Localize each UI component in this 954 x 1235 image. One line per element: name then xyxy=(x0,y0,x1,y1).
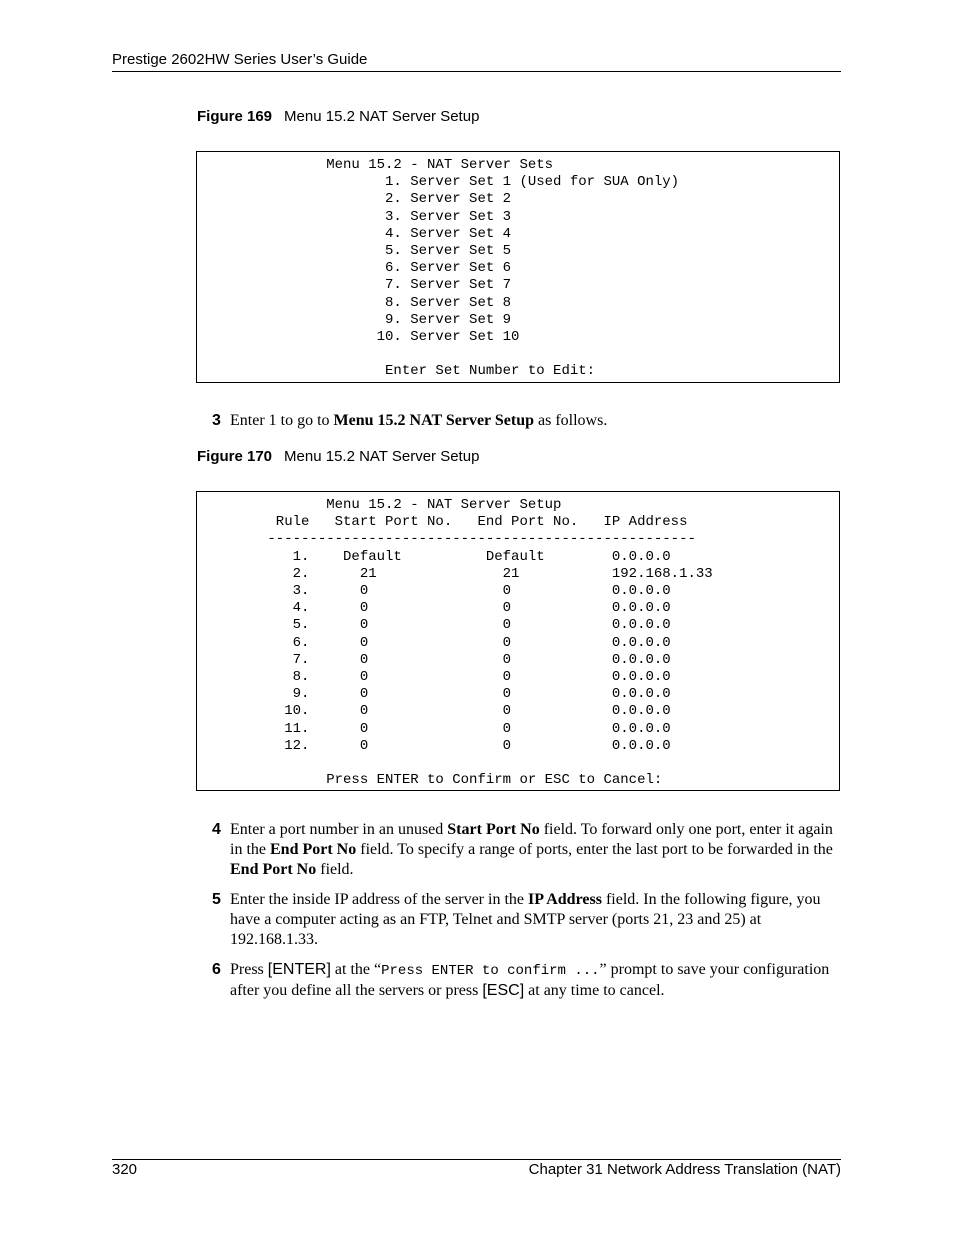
figure-169-screen xyxy=(196,151,840,383)
screen-line: 8. Server Set 8 xyxy=(217,294,512,311)
field-name: Start Port No xyxy=(447,821,540,838)
screen-line: 2. 21 21 192.168.1.33 xyxy=(217,565,713,582)
step-text: field. To forward only one port, enter it again in the xyxy=(230,821,833,858)
screen-line: 6. Server Set 6 xyxy=(217,260,512,277)
step-text: at any time to cancel. xyxy=(524,982,665,999)
step-text: Enter 1 to go to xyxy=(230,412,334,429)
step-5 xyxy=(212,890,842,950)
step-text: field. To specify a range of ports, enter the last port to be forwarded in the xyxy=(356,841,833,858)
screen-line: 12. 0 0 0.0.0.0 xyxy=(217,737,671,754)
step-5-text xyxy=(230,890,842,950)
screen-line: 10. Server Set 10 xyxy=(217,329,520,346)
screen-line: Menu 15.2 - NAT Server Setup xyxy=(217,497,562,513)
step-3 xyxy=(212,411,842,431)
figure-170-title: Menu 15.2 NAT Server Setup xyxy=(284,448,480,465)
step-number: 3 xyxy=(212,412,221,429)
screen-line: 4. 0 0 0.0.0.0 xyxy=(217,600,671,617)
screen-line: 7. Server Set 7 xyxy=(217,277,512,294)
screen-line: 10. 0 0 0.0.0.0 xyxy=(217,703,671,720)
step-6-text xyxy=(230,960,842,1001)
menu-reference: Menu 15.2 NAT Server Setup xyxy=(333,412,534,429)
screen-line: Menu 15.2 - NAT Server Sets xyxy=(217,157,554,173)
step-number: 4 xyxy=(212,821,221,838)
screen-line: 5. Server Set 5 xyxy=(217,243,512,260)
screen-line: 9. 0 0 0.0.0.0 xyxy=(217,686,671,703)
step-text: field. In the following figure, you have a computer acting as an FTP, Telnet and SMTP server (ports 21, 23 and 25) at 192.168.1.33. xyxy=(230,891,821,948)
step-4 xyxy=(212,820,842,880)
page-number: 320 xyxy=(112,1161,138,1178)
step-number: 6 xyxy=(212,961,221,978)
screen-line: 5. 0 0 0.0.0.0 xyxy=(217,617,671,634)
header-rule xyxy=(112,71,841,72)
step-6 xyxy=(212,960,842,1001)
prompt-code: Press ENTER to confirm ... xyxy=(381,963,600,979)
step-4-text xyxy=(230,820,842,880)
step-3-text xyxy=(230,411,842,431)
figure-170-number: Figure 170 xyxy=(197,448,273,465)
figure-169-caption xyxy=(197,108,479,125)
figure-170-screen xyxy=(196,491,840,791)
step-number: 5 xyxy=(212,891,221,908)
screen-line: 3. Server Set 3 xyxy=(217,208,512,225)
screen-line: --------------------------------------------------- xyxy=(217,531,696,548)
screen-line: Rule Start Port No. End Port No. IP Address xyxy=(217,514,688,531)
screen-line: 4. Server Set 4 xyxy=(217,225,512,242)
footer-rule xyxy=(112,1159,841,1160)
step-text: as follows. xyxy=(534,412,608,429)
screen-line: Press ENTER to Confirm or ESC to Cancel: xyxy=(217,772,663,789)
field-name: End Port No xyxy=(230,861,317,878)
chapter-title: Chapter 31 Network Address Translation (NAT) xyxy=(528,1161,841,1178)
key-name: [ESC] xyxy=(482,982,525,999)
field-name: IP Address xyxy=(527,891,602,908)
step-text: Enter the inside IP address of the server in the xyxy=(230,891,528,908)
figure-169-title: Menu 15.2 NAT Server Setup xyxy=(284,108,480,125)
step-text: ” prompt to save your configuration after you define all the servers or press xyxy=(230,961,830,999)
figure-170-caption xyxy=(197,448,479,465)
screen-line: 1. Server Set 1 (Used for SUA Only) xyxy=(217,174,680,191)
screen-line: 1. Default Default 0.0.0.0 xyxy=(217,548,671,565)
figure-169-number: Figure 169 xyxy=(197,108,273,125)
step-text: field. xyxy=(316,861,354,878)
screen-line: 3. 0 0 0.0.0.0 xyxy=(217,583,671,600)
screen-line: 6. 0 0 0.0.0.0 xyxy=(217,634,671,651)
screen-line: 8. 0 0 0.0.0.0 xyxy=(217,669,671,686)
step-text: Press xyxy=(230,961,268,978)
screen-line: 7. 0 0 0.0.0.0 xyxy=(217,651,671,668)
field-name: End Port No xyxy=(270,841,357,858)
screen-line: 11. 0 0 0.0.0.0 xyxy=(217,720,671,737)
key-name: [ENTER] xyxy=(267,961,331,978)
running-header-title: Prestige 2602HW Series User’s Guide xyxy=(112,51,368,68)
figure-169-screen-text xyxy=(217,157,679,381)
step-text: at the “ xyxy=(330,961,382,978)
screen-line: 9. Server Set 9 xyxy=(217,311,512,328)
screen-line: Enter Set Number to Edit: xyxy=(217,363,596,380)
screen-line: 2. Server Set 2 xyxy=(217,191,512,208)
figure-170-screen-text xyxy=(217,497,713,789)
step-text: Enter a port number in an unused xyxy=(230,821,448,838)
